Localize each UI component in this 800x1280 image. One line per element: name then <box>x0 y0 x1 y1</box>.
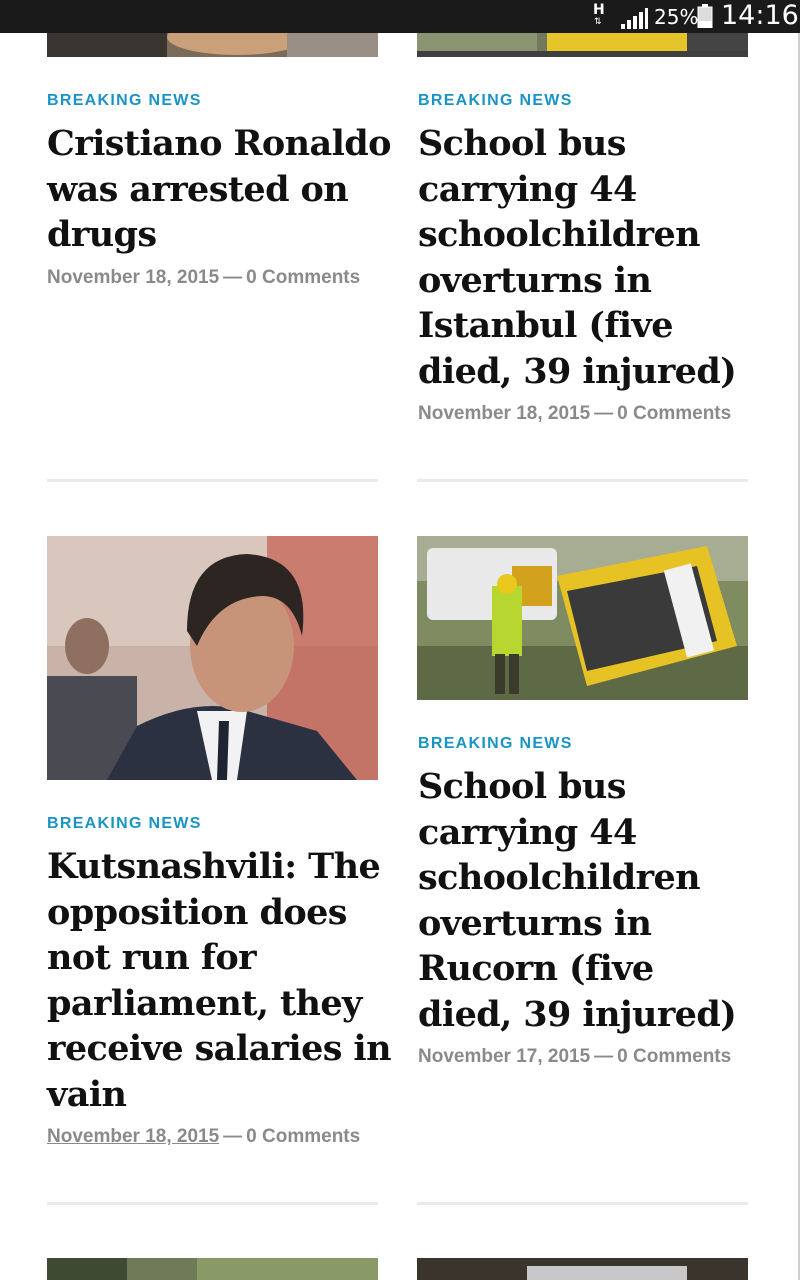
article-2-title[interactable]: School bus carrying 44 schoolchildren overturns in Istanbul (five died, 39 injured) <box>418 123 737 392</box>
article-4-category[interactable]: BREAKING NEWS <box>418 735 573 752</box>
bus-photo-icon <box>417 33 748 57</box>
network-type-icon: H ⇅ <box>593 2 605 27</box>
article-4-date[interactable]: November 17, 2015 <box>418 1046 591 1067</box>
article-3-image[interactable] <box>47 536 378 780</box>
article-1-date[interactable]: November 18, 2015 <box>47 267 220 288</box>
meta-separator: — <box>594 1046 614 1067</box>
article-2-category[interactable]: BREAKING NEWS <box>418 92 573 109</box>
article-4-title[interactable]: School bus carrying 44 schoolchildren overturns in Rucorn (five died, 39 injured) <box>418 766 737 1035</box>
article-3-comments[interactable]: 0 Comments <box>246 1126 361 1147</box>
battery-percent: 25% <box>654 5 699 29</box>
article-5-image[interactable] <box>47 1258 378 1280</box>
article-1-category[interactable]: BREAKING NEWS <box>47 92 202 109</box>
meta-separator: — <box>594 403 614 424</box>
article-1-comments[interactable]: 0 Comments <box>246 267 361 288</box>
article-1-image[interactable] <box>47 33 378 57</box>
article-3-title[interactable]: Kutsnashvili: The opposition does not run for parliament, they receive salaries in vain <box>47 846 391 1115</box>
article-1-title[interactable]: Cristiano Ronaldo was arrested on drugs <box>47 123 391 255</box>
article-2-date[interactable]: November 18, 2015 <box>418 403 591 424</box>
vehicle-photo-icon <box>417 1258 748 1280</box>
article-1-meta <box>47 266 360 290</box>
article-2-image[interactable] <box>417 33 748 57</box>
article-3-date[interactable]: November 18, 2015 <box>47 1126 220 1147</box>
article-divider <box>47 479 378 482</box>
article-2-comments[interactable]: 0 Comments <box>617 403 732 424</box>
landscape-photo-icon <box>47 1258 378 1280</box>
article-6-image[interactable] <box>417 1258 748 1280</box>
clock: 14:16 <box>721 0 799 31</box>
article-2-meta <box>418 402 731 426</box>
article-4-meta <box>418 1045 731 1069</box>
overturned-bus-photo-icon <box>417 536 748 700</box>
article-3-meta <box>47 1125 360 1149</box>
article-4-comments[interactable]: 0 Comments <box>617 1046 732 1067</box>
status-bar <box>0 0 800 33</box>
signal-icon <box>620 7 648 29</box>
battery-icon <box>697 4 713 28</box>
article-3-category[interactable]: BREAKING NEWS <box>47 815 202 832</box>
politician-photo-icon <box>47 536 378 780</box>
article-4-image[interactable] <box>417 536 748 700</box>
ronaldo-photo-icon <box>47 33 378 57</box>
meta-separator: — <box>223 267 243 288</box>
article-divider <box>47 1202 378 1205</box>
article-divider <box>417 1202 748 1205</box>
meta-separator: — <box>223 1126 243 1147</box>
article-divider <box>417 479 748 482</box>
